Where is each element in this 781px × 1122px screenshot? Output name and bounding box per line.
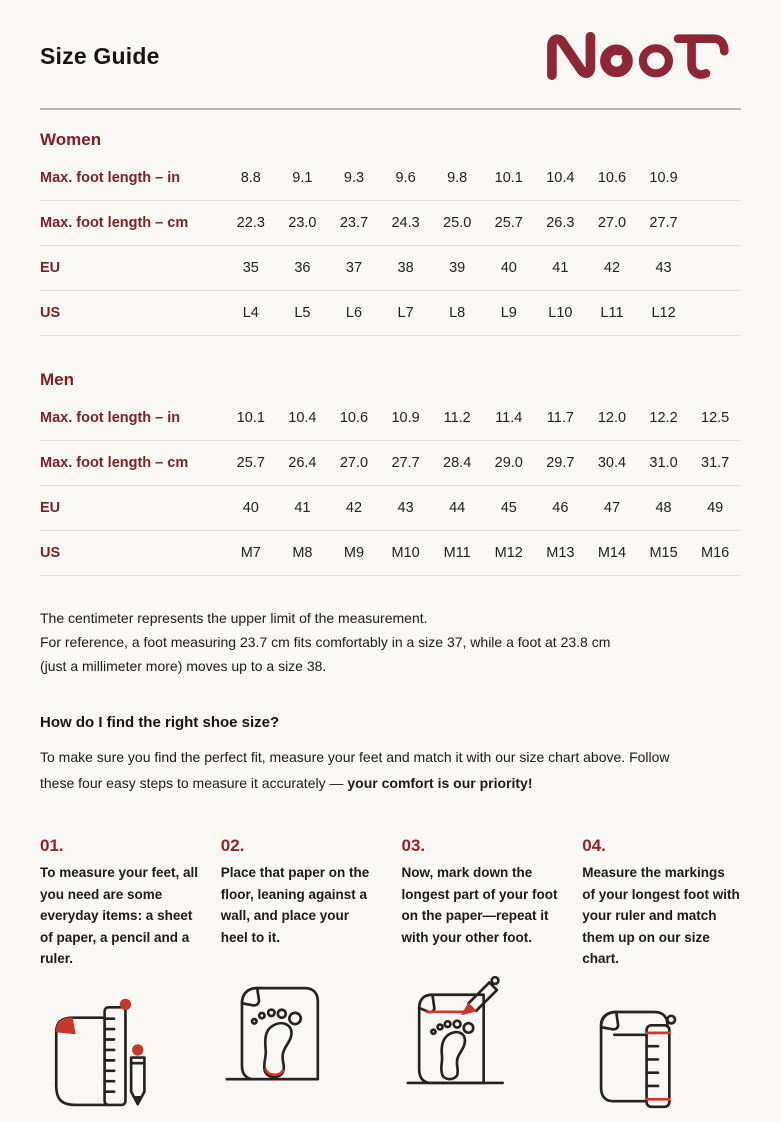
section-heading: Men <box>40 370 74 389</box>
size-value: L6 <box>345 305 363 321</box>
size-value-spacer <box>689 215 741 231</box>
size-value: 10.1 <box>236 410 265 426</box>
size-value: 8.8 <box>240 170 261 186</box>
size-value: L9 <box>500 305 517 321</box>
size-value: L4 <box>242 305 259 321</box>
size-value: 47 <box>603 500 621 516</box>
size-value: M15 <box>649 545 678 561</box>
table-row <box>40 201 741 246</box>
size-value: 48 <box>655 500 672 516</box>
step-number: 01. <box>40 836 64 855</box>
row-values <box>225 545 741 561</box>
table-row <box>40 441 741 486</box>
row-values <box>225 500 741 516</box>
size-value: L10 <box>548 305 573 321</box>
size-value: 10.9 <box>649 170 678 186</box>
row-values <box>225 215 741 231</box>
header-divider <box>40 108 741 110</box>
size-value: 10.4 <box>546 170 575 186</box>
size-value: L11 <box>600 305 624 321</box>
size-value: 41 <box>552 260 569 276</box>
row-label: Max. foot length – cm <box>40 215 189 231</box>
size-value: 31.7 <box>701 455 730 471</box>
table-row <box>40 396 741 441</box>
size-value: 43 <box>397 500 414 516</box>
size-value: 36 <box>294 260 311 276</box>
step-text: Measure the markings of your longest foot with your ruler and match them up on our size chart. <box>582 865 740 966</box>
page-header <box>40 0 741 82</box>
step-04 <box>582 836 741 1122</box>
size-value: M12 <box>494 545 523 561</box>
size-value: 12.0 <box>597 410 627 426</box>
size-value: L12 <box>651 305 676 321</box>
step-number: 04. <box>582 836 606 855</box>
size-value-spacer <box>689 170 741 186</box>
section-heading: Women <box>40 130 102 149</box>
row-values <box>225 305 741 321</box>
size-value: 27.7 <box>391 455 420 471</box>
note-line: (just a millimeter more) moves up to a size 38. <box>40 658 327 674</box>
size-value: 9.3 <box>343 170 365 186</box>
size-value: 40 <box>500 260 517 276</box>
size-value: 23.7 <box>339 215 369 231</box>
size-value: M7 <box>240 545 261 561</box>
size-value: 27.7 <box>649 215 678 231</box>
size-value: 10.1 <box>494 170 523 186</box>
size-value: 38 <box>397 260 414 276</box>
size-value: M14 <box>597 545 627 561</box>
size-table-women <box>40 130 741 336</box>
size-value: M9 <box>343 545 365 561</box>
step-number: 02. <box>220 836 245 855</box>
row-label: US <box>40 545 61 561</box>
table-row <box>40 156 741 201</box>
step-text: To measure your feet, all you need are some everyday items: a sheet of paper, a pencil and a ruler. <box>40 865 199 966</box>
size-table-men <box>40 370 741 576</box>
size-value: 23.0 <box>288 215 317 231</box>
size-value: M11 <box>443 545 471 561</box>
size-value: 43 <box>655 260 672 276</box>
size-value: 11.7 <box>546 410 574 426</box>
paper-footprint-pencil-icon <box>402 972 561 1100</box>
size-value: 29.0 <box>494 455 523 471</box>
size-value: 42 <box>603 260 621 276</box>
size-value: 9.8 <box>447 170 468 186</box>
size-value: 25.7 <box>236 455 265 471</box>
size-value: M16 <box>701 545 730 561</box>
size-value: 27.0 <box>597 215 627 231</box>
size-value: 9.6 <box>395 170 416 186</box>
how-to-heading: How do I find the right shoe size? <box>40 714 280 731</box>
size-value: 30.4 <box>597 455 627 471</box>
size-value: 12.5 <box>701 410 730 426</box>
naot-logo <box>541 30 741 82</box>
size-value-spacer <box>689 260 741 276</box>
table-row <box>40 486 741 531</box>
step-text: Place that paper on the floor, leaning against a wall, and place your heel to it. <box>220 865 370 945</box>
table-row <box>40 531 741 576</box>
paper-ruler-measure-icon <box>582 994 741 1122</box>
size-value: 22.3 <box>236 215 265 231</box>
size-value: 27.0 <box>339 455 369 471</box>
size-value-spacer <box>689 305 741 321</box>
size-value: 28.4 <box>443 455 472 471</box>
step-number: 03. <box>401 836 426 855</box>
paper-heel-floor-icon <box>221 972 380 1100</box>
step-text: Now, mark down the longest part of your foot on the paper—repeat it with your other foot. <box>401 865 558 945</box>
size-value: L8 <box>449 305 466 321</box>
measurement-notes <box>40 606 741 678</box>
size-value: M10 <box>391 545 420 561</box>
size-value: 31.0 <box>649 455 678 471</box>
note-line: The centimeter represents the upper limit of the measurement. <box>40 610 428 626</box>
size-value: L7 <box>397 305 414 321</box>
size-value: 26.3 <box>546 215 575 231</box>
step-03 <box>402 836 561 1122</box>
size-value: 11.4 <box>495 410 523 426</box>
size-value: 45 <box>500 500 517 516</box>
page-title: Size Guide <box>40 42 160 69</box>
size-value: 25.7 <box>494 215 523 231</box>
row-values <box>225 170 741 186</box>
size-value: 40 <box>242 500 259 516</box>
size-value: M8 <box>292 545 313 561</box>
row-label: Max. foot length – in <box>40 170 181 186</box>
size-value: 49 <box>707 500 724 516</box>
row-label: EU <box>40 500 61 516</box>
size-value: 10.6 <box>597 170 627 186</box>
size-value: 39 <box>449 260 466 276</box>
row-label: EU <box>40 260 61 276</box>
measuring-steps <box>40 836 741 1122</box>
size-value: 44 <box>449 500 466 516</box>
size-value: 24.3 <box>391 215 420 231</box>
row-label: Max. foot length – in <box>40 410 181 426</box>
size-value: 26.4 <box>288 455 317 471</box>
size-value: 12.2 <box>649 410 678 426</box>
size-value: 9.1 <box>292 170 313 186</box>
row-values <box>225 455 741 471</box>
size-value: 37 <box>345 260 363 276</box>
size-value: 41 <box>294 500 311 516</box>
size-value: 10.9 <box>391 410 420 426</box>
step-02 <box>221 836 380 1122</box>
size-value: 42 <box>345 500 363 516</box>
how-to-body-bold: your comfort is our priority! <box>347 775 533 791</box>
table-row <box>40 291 741 336</box>
size-value: 10.6 <box>339 410 369 426</box>
size-value: 46 <box>552 500 569 516</box>
size-value: 29.7 <box>546 455 575 471</box>
size-value: 11.2 <box>443 410 471 426</box>
how-to-body <box>40 744 685 796</box>
size-value: 10.4 <box>288 410 317 426</box>
row-label: Max. foot length – cm <box>40 455 189 471</box>
row-label: US <box>40 305 61 321</box>
how-to-body-regular: To make sure you find the perfect fit, measure your feet and match it with our size chart above. Follow these four easy steps to measure it accurately — <box>40 749 670 791</box>
table-row <box>40 246 741 291</box>
size-value: 35 <box>242 260 259 276</box>
note-line: For reference, a foot measuring 23.7 cm fits comfortably in a size 37, while a foot at 23.8 cm <box>40 634 611 650</box>
size-value: L5 <box>294 305 311 321</box>
row-values <box>225 410 741 426</box>
size-value: 25.0 <box>443 215 472 231</box>
step-01 <box>40 836 199 1122</box>
size-tables <box>40 130 741 576</box>
row-values <box>225 260 741 276</box>
size-value: M13 <box>546 545 575 561</box>
paper-ruler-pencil-icon <box>40 994 199 1122</box>
